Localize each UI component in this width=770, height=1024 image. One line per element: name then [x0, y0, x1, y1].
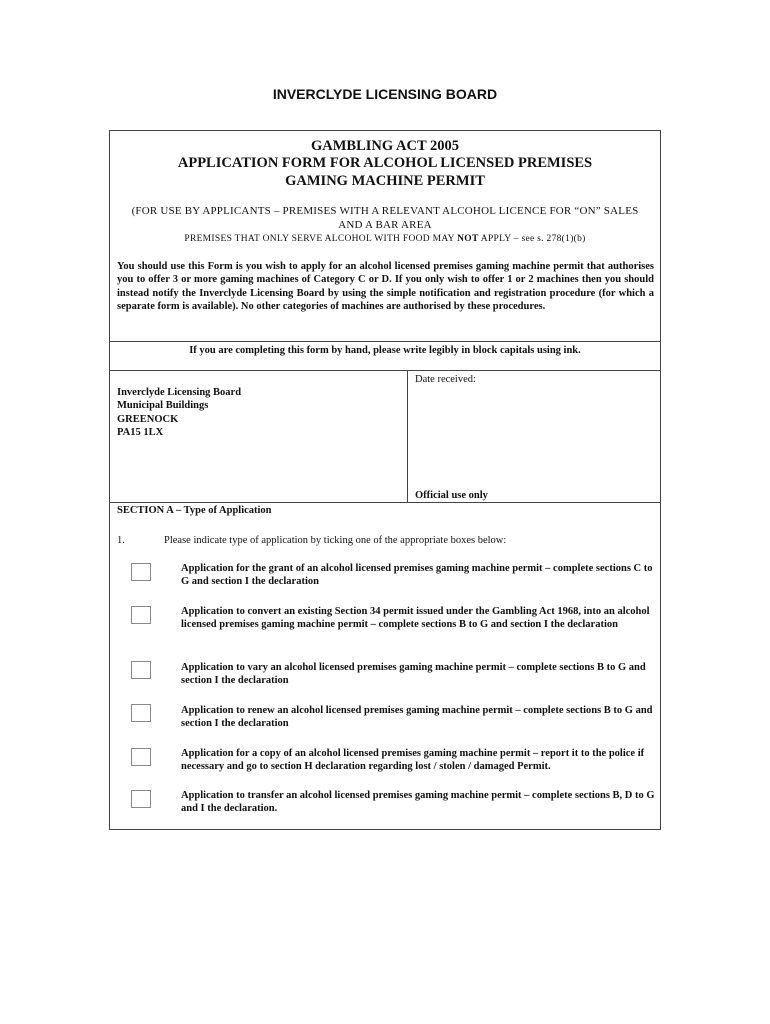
use-note-line3-pre: PREMISES THAT ONLY SERVE ALCOHOL WITH FOOD MAY [184, 234, 458, 244]
use-note-line2: AND A BAR AREA [338, 219, 432, 231]
question-text: Please indicate type of application by ticking one of the appropriate boxes below: [164, 535, 507, 546]
section-a-heading: SECTION A – Type of Application [117, 505, 272, 516]
official-use-label: Official use only [415, 490, 488, 501]
question-number: 1. [117, 535, 125, 546]
use-note-line3 [110, 233, 660, 245]
address-line: Inverclyde Licensing Board [117, 387, 242, 398]
form-title-act: GAMBLING ACT 2005 [311, 138, 459, 154]
grant-checkbox[interactable] [131, 563, 151, 581]
copy-checkbox[interactable] [131, 748, 151, 766]
renew-checkbox[interactable] [131, 704, 151, 722]
divider [110, 370, 660, 371]
address-line: PA15 1LX [117, 427, 164, 439]
use-note-line1: (FOR USE BY APPLICANTS – PREMISES WITH A RELEVANT ALCOHOL LICENCE FOR “ON” SALES [131, 205, 639, 217]
option-renew-label: Application to renew an alcohol licensed premises gaming machine permit – complete sections B to G and section I the declaration [181, 705, 653, 730]
board-title: INVERCLYDE LICENSING BOARD [272, 86, 498, 102]
vary-checkbox[interactable] [131, 661, 151, 679]
divider [110, 341, 660, 342]
use-note-not: NOT [457, 234, 479, 244]
divider [407, 370, 408, 502]
address-line: GREENOCK [117, 413, 179, 425]
divider [110, 502, 660, 503]
convert-checkbox[interactable] [131, 606, 151, 624]
application-form [109, 130, 661, 830]
option-copy-label: Application for a copy of an alcohol licensed premises gaming machine permit – report it to the police if necessary and go to section H declaration regarding lost / stolen / damaged Permit. [181, 748, 645, 773]
date-received-label: Date received: [415, 374, 476, 385]
option-transfer-label: Application to transfer an alcohol licensed premises gaming machine permit – complete sections B, D to G and I the declaration. [181, 790, 655, 815]
form-title-application: APPLICATION FORM FOR ALCOHOL LICENSED PREMISES [177, 155, 593, 171]
use-note-line3-post: APPLY – see s. 278(1)(b) [478, 234, 586, 244]
option-vary-label: Application to vary an alcohol licensed premises gaming machine permit – complete sections B to G and section I the declaration [181, 662, 646, 687]
option-grant-label: Application for the grant of an alcohol licensed premises gaming machine permit – complete sections C to G and section I the declaration [181, 563, 653, 588]
transfer-checkbox[interactable] [131, 790, 151, 808]
intro-paragraph: You should use this Form is you wish to apply for an alcohol licensed premises gaming machine permit that authorises you to offer 3 or more gaming machines of Category C or D. If you only wish to offer 1 or 2 machines then you should instead notify the Inverclyde Licensing Board by using the simple notification and registration procedure (for which a separate form is available). No other categories of machines are authorised by these procedures. [117, 261, 654, 313]
handwriting-note: If you are completing this form by hand, please write legibly in block capitals using ink. [189, 345, 581, 356]
board-address [117, 386, 241, 440]
option-convert-label: Application to convert an existing Section 34 permit issued under the Gambling Act 1968, into an alcohol licensed premises gaming machine permit – complete sections B to G and section I the declaration [181, 606, 650, 631]
address-line: Municipal Buildings [117, 400, 209, 412]
form-title-permit: GAMING MACHINE PERMIT [285, 173, 485, 189]
